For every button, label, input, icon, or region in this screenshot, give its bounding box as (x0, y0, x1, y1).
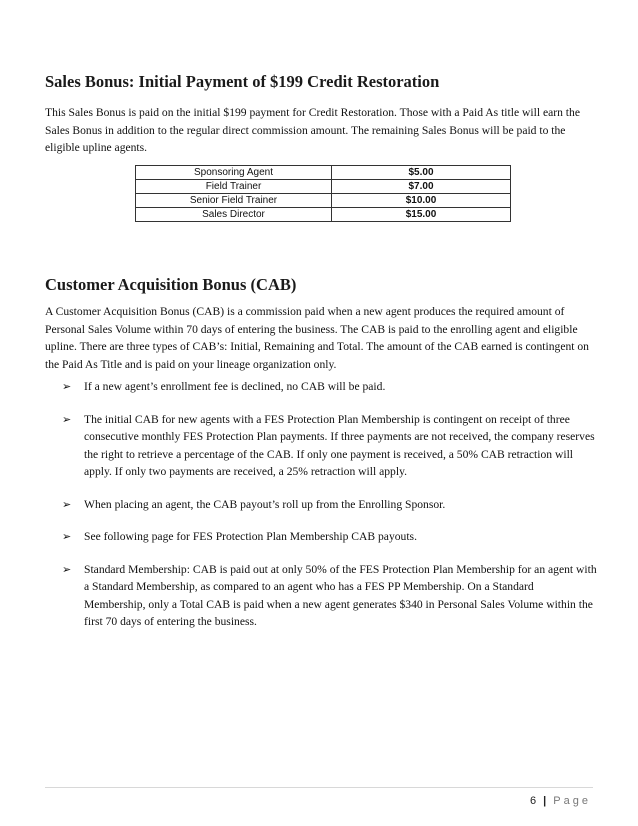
cab-paragraph: A Customer Acquisition Bonus (CAB) is a commission paid when a new agent produces the required amount of Personal Sales Volume within 70 days of entering the business. The CAB is paid to the enrolling agent and eligible upline. There are three types of CAB’s: Initial, Remaining and Total. The amount of the CAB earned is contingent on the Paid As Title and is paid on your lineage organization only. (45, 305, 589, 371)
list-item-text: The initial CAB for new agents with a FES Protection Plan Membership is contingent on receipt of three consecutive monthly FES Protection Plan payments. If three payments are not received, the company reserves the right to retrieve a percentage of the CAB. If only one payment is received, a 50% CAB retraction will apply. If only two payments are received, a 25% retraction will apply. (84, 412, 595, 478)
arrowhead-bullet-icon: ➢ (62, 562, 72, 576)
table-cell-role: Sales Director (136, 208, 332, 222)
list-item-text: If a new agent’s enrollment fee is declined, no CAB will be paid. (84, 380, 386, 393)
list-item (62, 528, 597, 546)
table-cell-amount: $5.00 (332, 166, 511, 180)
page-label: Page (553, 795, 591, 807)
table-row (136, 194, 511, 208)
footer-separator: | (543, 795, 547, 807)
arrowhead-bullet-icon: ➢ (62, 497, 72, 511)
list-item (62, 411, 597, 481)
table-cell-role: Field Trainer (136, 180, 332, 194)
list-item-text: When placing an agent, the CAB payout’s roll up from the Enrolling Sponsor. (84, 497, 446, 511)
cab-heading: Customer Acquisition Bonus (CAB) (45, 275, 297, 294)
page-footer (530, 795, 591, 807)
table-row (136, 166, 511, 180)
table-cell-amount: $15.00 (332, 208, 511, 222)
sales-bonus-heading: Sales Bonus: Initial Payment of $199 Credit Restoration (45, 72, 440, 91)
arrowhead-bullet-icon: ➢ (62, 412, 72, 426)
list-item (62, 378, 597, 396)
arrowhead-bullet-icon: ➢ (62, 530, 72, 543)
list-item (62, 496, 597, 514)
table-row (136, 180, 511, 194)
page-number: 6 (529, 795, 537, 807)
list-item-text: See following page for FES Protection Plan Membership CAB payouts. (84, 530, 417, 543)
sales-bonus-paragraph: This Sales Bonus is paid on the initial $199 payment for Credit Restoration. Those with a Paid As title will earn the Sales Bonus in addition to the regular direct commission amount. The remaining Sales Bonus will be paid to the eligible upline agents. (45, 106, 580, 154)
footer-divider (45, 787, 593, 788)
cab-bullet-list (62, 378, 597, 646)
list-item-text: Standard Membership: CAB is paid out at only 50% of the FES Protection Plan Membership for an agent with a Standard Membership, as compared to an agent who has a FES PP Membership. On a Standard Membership, only a Total CAB is paid when a new agent generates $340 in Personal Sales Volume within the first 70 days of entering the business. (84, 562, 597, 628)
table-cell-role: Senior Field Trainer (136, 194, 332, 208)
arrowhead-bullet-icon: ➢ (62, 380, 72, 393)
table-row (136, 208, 511, 222)
table-cell-amount: $10.00 (332, 194, 511, 208)
sales-bonus-table (135, 165, 511, 222)
table-cell-amount: $7.00 (332, 180, 511, 194)
table-cell-role: Sponsoring Agent (136, 166, 332, 180)
list-item (62, 561, 597, 631)
